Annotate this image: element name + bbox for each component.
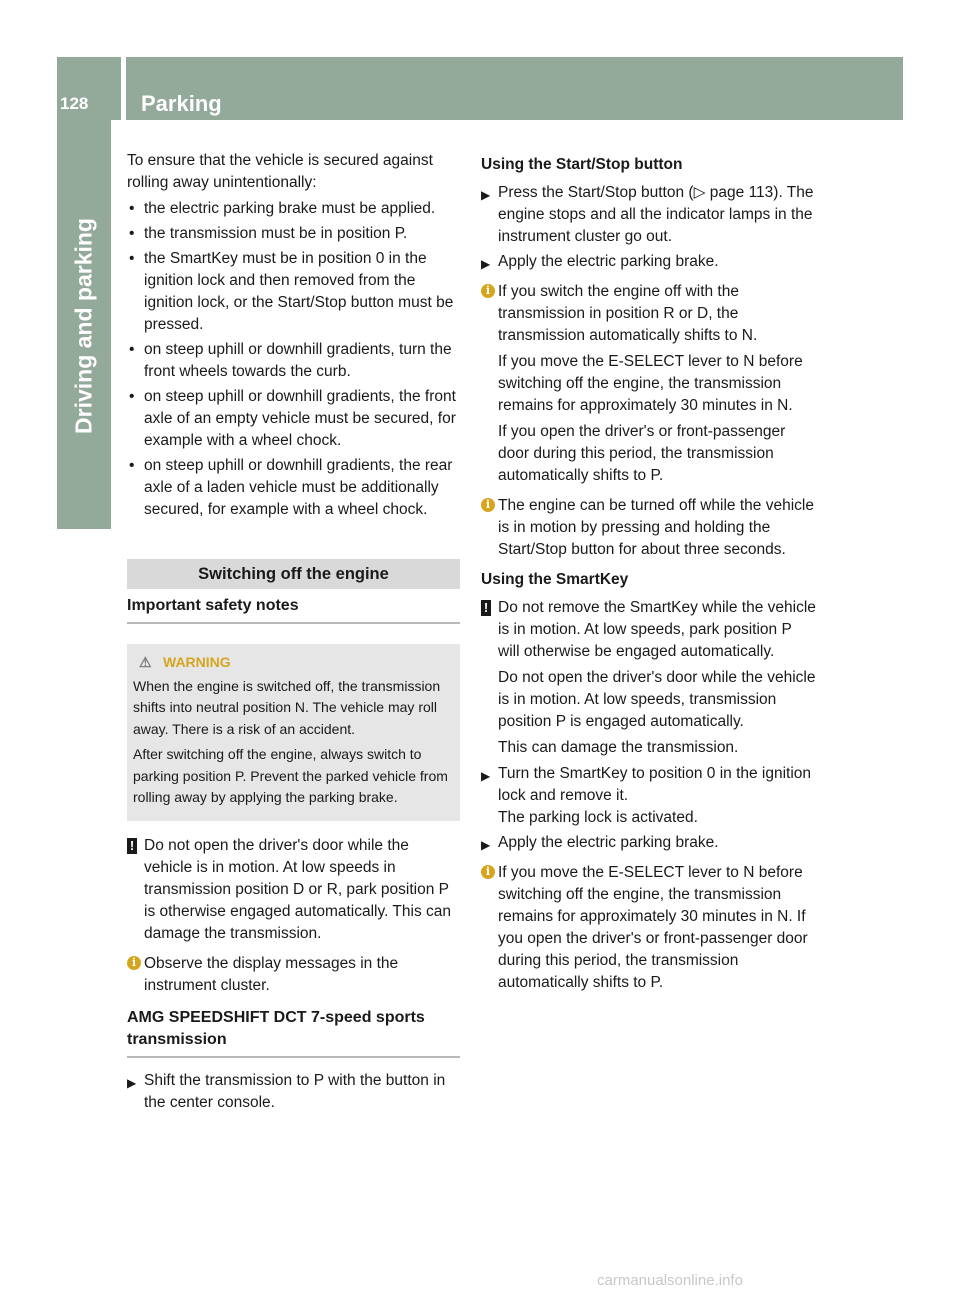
info-icon: i bbox=[127, 956, 141, 970]
arrow-right-icon: ▶ bbox=[481, 769, 491, 783]
note-text: If you switch the engine off with the transmission in position R or D, the transmission automatically shifts to N. bbox=[498, 283, 758, 344]
step-text: Turn the SmartKey to position 0 in the ignition lock and remove it. bbox=[498, 765, 812, 804]
note-text: The engine can be turned off while the vehicle is in motion by pressing and holding the Start/Stop button for about three seconds. bbox=[498, 497, 814, 558]
step-text: Apply the electric parking brake. bbox=[498, 253, 719, 270]
warning-text: When the engine is switched off, the transmission shifts into neutral position N. The vehicle may roll away. There is a risk of an accident. bbox=[133, 677, 441, 737]
caution-note bbox=[481, 597, 816, 759]
info-icon: i bbox=[481, 865, 495, 879]
page-title: Parking bbox=[141, 91, 222, 116]
arrow-right-icon: ▶ bbox=[481, 838, 491, 852]
caution-note bbox=[127, 835, 460, 945]
amg-heading: AMG SPEEDSHIFT DCT 7-speed sports transmission bbox=[127, 1007, 460, 1058]
section-title: Switching off the engine bbox=[127, 559, 460, 589]
exclamation-icon: ! bbox=[127, 838, 137, 854]
step-item bbox=[481, 251, 816, 273]
right-column bbox=[481, 150, 816, 997]
list-item: • the transmission must be in position P. bbox=[127, 223, 460, 245]
arrow-right-icon: ▶ bbox=[481, 188, 491, 202]
note-text: If you open the driver's or front-passenger door during this period, the transmission automatically shifts to P. bbox=[498, 423, 786, 484]
step-text: Apply the electric parking brake. bbox=[498, 834, 719, 851]
left-column bbox=[127, 150, 460, 1117]
header-divider bbox=[121, 57, 126, 120]
step-item bbox=[127, 1070, 460, 1114]
step-text: Shift the transmission to P with the button in the center console. bbox=[144, 1071, 446, 1111]
caution-text: This can damage the transmission. bbox=[498, 739, 739, 756]
list-item: • the electric parking brake must be applied. bbox=[127, 198, 460, 220]
list-item: • the SmartKey must be in position 0 in the ignition lock and then removed from the ignition lock, or the Start/Stop button must be pressed. bbox=[127, 248, 460, 336]
intro-text: To ensure that the vehicle is secured against rolling away unintentionally: bbox=[127, 152, 433, 191]
arrow-right-icon: ▶ bbox=[127, 1075, 137, 1090]
caution-text: Do not open the driver's door while the vehicle is in motion. At low speeds in transmission position D or R, park position P is otherwise engaged automatically. This can damage the transmission. bbox=[144, 836, 452, 942]
exclamation-icon: ! bbox=[481, 600, 491, 616]
watermark: carmanualsonline.info bbox=[597, 1272, 743, 1289]
note-text: Observe the display messages in the instrument cluster. bbox=[144, 954, 399, 994]
info-note bbox=[481, 281, 816, 487]
warning-label: WARNING bbox=[163, 654, 231, 670]
info-note bbox=[481, 862, 816, 994]
step-text: Press the Start/Stop button (▷ page 113). The engine stops and all the indicator lamps in the instrument cluster go out. bbox=[498, 184, 814, 245]
step-item bbox=[481, 182, 816, 248]
warning-text: After switching off the engine, always switch to parking position P. Prevent the parked vehicle from rolling away by applying the parking brake. bbox=[133, 746, 448, 805]
arrow-right-icon: ▶ bbox=[481, 257, 491, 271]
warning-triangle-icon: ⚠ bbox=[139, 654, 152, 670]
list-item: • on steep uphill or downhill gradients, turn the front wheels towards the curb. bbox=[127, 339, 460, 383]
step-item bbox=[481, 763, 816, 829]
info-icon: i bbox=[481, 498, 495, 512]
caution-text: Do not remove the SmartKey while the vehicle is in motion. At low speeds, park position P will otherwise be engaged automatically. bbox=[498, 599, 816, 660]
warning-heading bbox=[133, 652, 454, 674]
note-text: If you move the E-SELECT lever to N before switching off the engine, the transmission remains for approximately 30 minutes in N. If you open the driver's or front-passenger door during this period, the transmission automatically shifts to P. bbox=[498, 864, 808, 991]
note-text: If you move the E-SELECT lever to N before switching off the engine, the transmission remains for approximately 30 minutes in N. bbox=[498, 353, 803, 414]
list-item: • on steep uphill or downhill gradients, the rear axle of a laden vehicle must be additionally secured, for example with a wheel chock. bbox=[127, 455, 460, 521]
info-note bbox=[481, 495, 816, 561]
subheading: Using the SmartKey bbox=[481, 571, 629, 588]
page-number: 128 bbox=[60, 94, 89, 113]
warning-box bbox=[127, 644, 460, 821]
list-item: • on steep uphill or downhill gradients, the front axle of an empty vehicle must be secured, for example with a wheel chock. bbox=[127, 386, 460, 452]
step-item bbox=[481, 832, 816, 854]
subheading: Using the Start/Stop button bbox=[481, 156, 683, 173]
info-icon: i bbox=[481, 284, 495, 298]
side-tab-label: Driving and parking bbox=[70, 218, 97, 434]
section-subtitle: Important safety notes bbox=[127, 595, 460, 624]
info-note bbox=[127, 953, 460, 997]
step-result: The parking lock is activated. bbox=[498, 809, 698, 826]
caution-text: Do not open the driver's door while the vehicle is in motion. At low speeds, transmission position P is engaged automatically. bbox=[498, 669, 816, 730]
